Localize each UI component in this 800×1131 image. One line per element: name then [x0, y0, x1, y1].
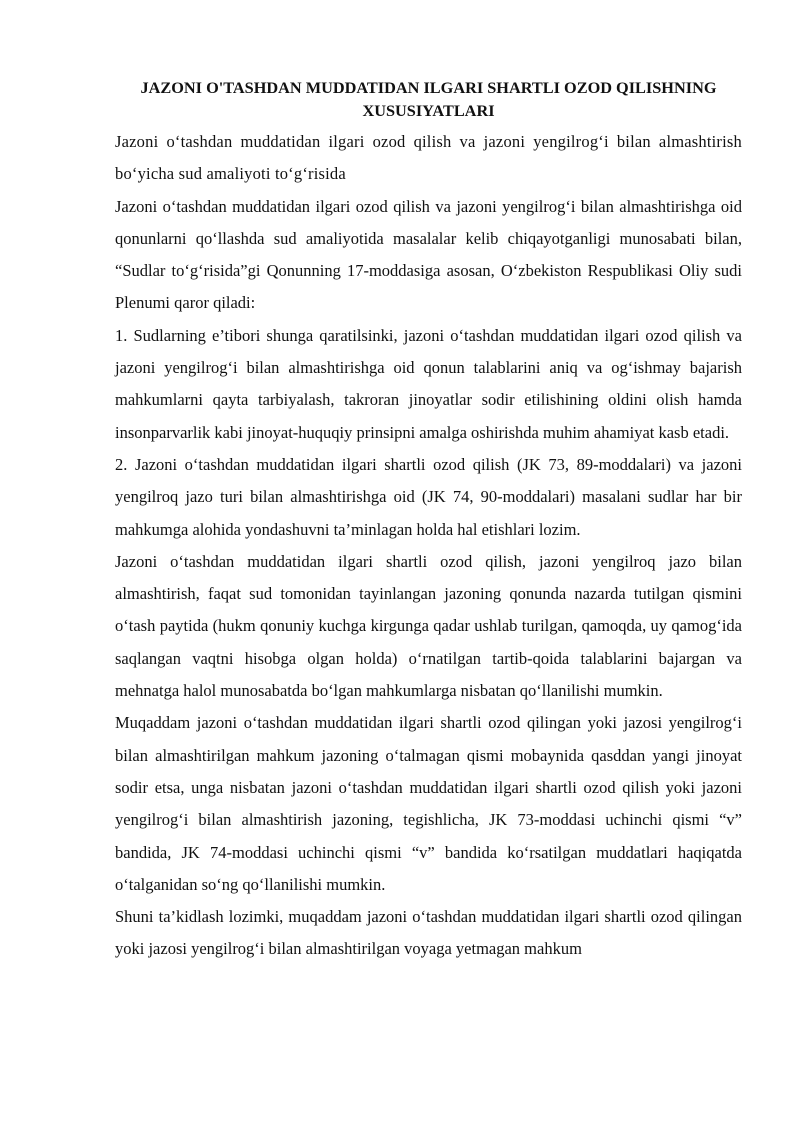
body-paragraph: Muqaddam jazoni o‘tashdan muddatidan ilgari shartli ozod qilingan yoki jazosi yengilrog‘i bilan almashtirilgan mahkum jazoning o‘talmagan qismi mobaynida qasddan yangi jinoyat sodir etsa, unga nisbatan jazoni o‘tashdan muddatidan ilgari shartli ozod qilish yoki jazoni yengilrog‘i bilan almashtirish jazoning, tegishlicha, JK 73-moddasi uchinchi qismi “v” bandida, JK 74-moddasi uchinchi qismi “v” bandida ko‘rsatilgan muddatlari haqiqatda o‘talganidan so‘ng qo‘llanilishi mumkin.: [115, 713, 742, 894]
preamble-paragraph: Jazoni o‘tashdan muddatidan ilgari ozod qilish va jazoni yengilrog‘i bilan almashtirishga oid qonunlarni qo‘llashda sud amaliyotida masalalar kelib chiqayotganligi munosabati bilan, “Sudlar to‘g‘risida”gi Qonunning 17-moddasiga asosan, O‘zbekiston Respublikasi Oliy sudi Plenumi qaror qiladi:: [115, 196, 742, 313]
body-paragraph: Jazoni o‘tashdan muddatidan ilgari shartli ozod qilish, jazoni yengilroq jazo bilan almashtirish, faqat sud tomonidan tayinlangan jazoning qonunda nazarda tutilgan qismini o‘tash paytida (hukm qonuniy kuchga kirgunga qadar ushlab turilgan, qamoqda, uy qamog‘ida saqlangan vaqtni hisobga olgan holda) o‘rnatilgan tartib-qoida talablarini bajargan va mehnatga halol munosabatda bo‘lgan mahkumlarga nisbatan qo‘llanilishi mumkin.: [115, 551, 742, 701]
body-paragraph: Shuni ta’kidlash lozimki, muqaddam jazoni o‘tashdan muddatidan ilgari shartli ozod qilingan yoki jazosi yengilrog‘i bilan almashtirilgan voyaga yetmagan mahkum: [115, 907, 742, 959]
section-2-paragraph: 2. Jazoni o‘tashdan muddatidan ilgari shartli ozod qilish (JK 73, 89-moddalari) va jazoni yengilroq jazo turi bilan almashtirishga oid (JK 74, 90-moddalari) masalani sudlar har bir mahkumga alohida yondashuvni ta’minlagan holda hal etishlari lozim.: [115, 454, 742, 539]
document-title: JAZONI O'TASHDAN MUDDATIDAN ILGARI SHARTLI OZOD QILISHNING XUSUSIYATLARI: [140, 78, 717, 120]
document-subtitle-paragraph: Jazoni o‘tashdan muddatidan ilgari ozod qilish va jazoni yengilrog‘i bilan almashtirish bo‘yicha sud amaliyoti to‘g‘risida: [115, 132, 742, 184]
document-page: [115, 76, 742, 966]
section-1-paragraph: 1. Sudlarning e’tibori shunga qaratilsinki, jazoni o‘tashdan muddatidan ilgari ozod qilish va jazoni yengilrog‘i bilan almashtirishga oid qonun talablarini aniq va og‘ishmay bajarish mahkumlarni qayta tarbiyalash, takroran jinoyatlar sodir etilishining oldini olish hamda insonparvarlik kabi jinoyat-huquqiy prinsipni amalga oshirishda muhim ahamiyat kasb etadi.: [115, 325, 742, 442]
